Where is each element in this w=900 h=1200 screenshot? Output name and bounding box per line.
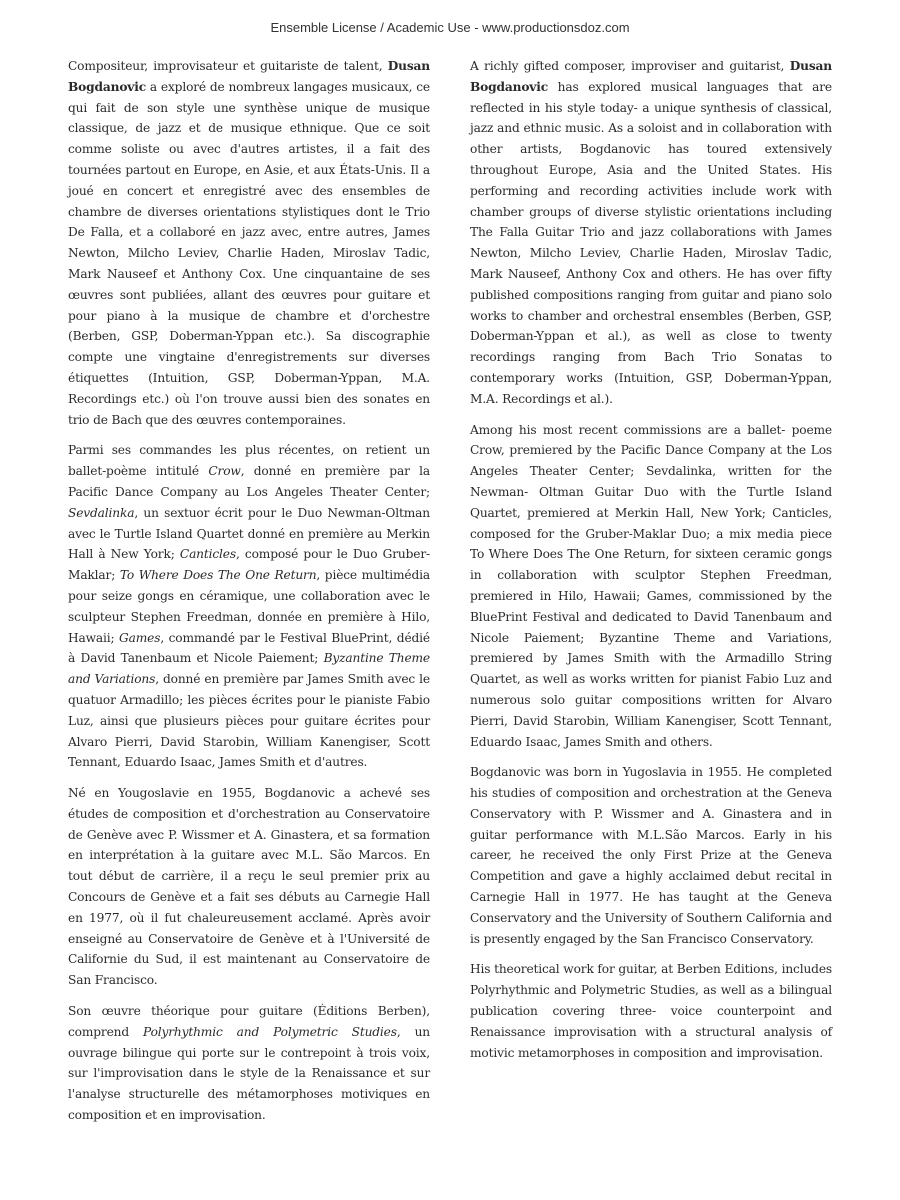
- composer-name: Dusan Bogdanovic: [470, 59, 832, 94]
- english-paragraph-commissions: Among his most recent commissions are a ballet- poeme Crow, premiered by the Pacific Dance Company at the Los Angeles Theater Center; Sevdalinka, written for the Newman- Oltman Guitar Duo with the Turtle Island Quartet, premiered at Merkin Hall, New York; Canticles, composed for the Gruber-Maklar Duo; a mix media piece To Where Does The One Return, for sixteen ceramic gongs in collaboration with sculptor Stephen Freedman, premiered in Hilo, Hawaii; Games, commissioned by the BluePrint Festival and dedicated to David Tanenbaum and Nicole Paiement; Byzantine Theme and Variations, premiered by James Smith with the Armadillo String Quartet, as well as works written for pianist Fabio Luz and numerous solo guitar compositions written for Alvaro Pierri, David Starobin, William Kanengiser, Scott Tennant, Eduardo Isaac, James Smith and others.: [470, 422, 832, 749]
- license-header: Ensemble License / Academic Use - www.productionsdoz.com: [270, 20, 630, 35]
- work-title: To Where Does The One Return: [119, 568, 317, 583]
- text-segment: , un sextuor écrit pour le Duo Newman-Oltman avec le Turtle Island Quartet donné en première au Merkin Hall à New York;: [68, 505, 430, 562]
- english-biography-column: [470, 56, 832, 1073]
- french-paragraph-education: Né en Yougoslavie en 1955, Bogdanovic a achevé ses études de composition et d'orchestration au Conservatoire de Genève avec P. Wissmer et A. Ginastera, et sa formation en interprétation à la guitare avec M.L. São Marcos. En tout début de carrière, il a reçu le seul premier prix au Concours de Genève et a fait ses débuts au Carnegie Hall en 1977, où il fut chaleureusement acclamé. Après avoir enseigné au Conservatoire de Genève et à l'Université de Californie du Sud, il est maintenant au Conservatoire de San Francisco.: [68, 786, 430, 988]
- work-title: Polyrhythmic and Polymetric Studies: [143, 1024, 397, 1039]
- french-paragraph-commissions: [68, 440, 430, 773]
- text-segment: Son œuvre théorique pour guitare (Éditions Berben), comprend: [68, 1004, 430, 1039]
- english-paragraph-education: Bogdanovic was born in Yugoslavia in 1955. He completed his studies of composition and orchestration at the Geneva Conservatory with P. Wissmer and A. Ginastera and in guitar performance with M.L.São Marcos. Early in his career, he received the only First Prize at the Geneva Competition and gave a highly acclaimed debut recital in Carnegie Hall in 1977. He has taught at the Geneva Conservatory and the University of Southern California and is presently engaged by the San Francisco Conservatory.: [470, 765, 832, 946]
- english-paragraph-intro: [470, 56, 832, 410]
- text-segment: a exploré de nombreux langages musicaux, ce qui fait de son style une synthèse unique de musique classique, de jazz et de musique ethnique. Que ce soit comme soliste ou avec d'autres artistes, il a fait des tournées partout en Europe, en Asie, et aux États-Unis. Il a joué en concert et enregistré avec des ensembles de chambre de diverses orientations stylistiques dont le Trio De Falla, et a collaboré en jazz avec, entre autres, James Newton, Milcho Leviev, Charlie Haden, Miroslav Tadic, Mark Nauseef et Anthony Cox. Une cinquantaine de ses œuvres sont publiées, allant des œuvres pour guitare et pour piano à la musique de chambre et d'orchestre (Berben, GSP, Doberman-Yppan etc.). Sa discographie compte une vingtaine d'enregistrements sur diverses étiquettes (Intuition, GSP, Doberman-Yppan, M.A. Recordings etc.) où l'on trouve aussi bien des sonates en trio de Bach que des œuvres contemporaines.: [68, 79, 430, 427]
- text-segment: Parmi ses commandes les plus récentes, on retient un ballet-poème intitulé: [68, 443, 430, 479]
- text-segment: , donné en première par James Smith avec le quatuor Armadillo; les pièces écrites pour le pianiste Fabio Luz, ainsi que plusieurs pièces pour guitare écrites pour Alvaro Pierri, David Starobin, William Kanengiser, Scott Tennant, Eduardo Isaac, James Smith et d'autres.: [68, 672, 430, 770]
- text-segment: , composé pour le Duo Gruber-Maklar;: [68, 547, 430, 583]
- text-segment: , pièce multimédia pour seize gongs en céramique, une collaboration avec le sculpteur Stephen Freedman, donnée en première à Hilo, Hawaii;: [68, 568, 430, 645]
- work-title: Canticles: [179, 547, 236, 562]
- text-segment: Compositeur, improvisateur et guitariste de talent,: [68, 59, 383, 73]
- text-segment: , commandé par le Festival BluePrint, dédié à David Tanenbaum et Nicole Paiement;: [68, 630, 430, 666]
- text-segment: , donné en première par la Pacific Dance Company au Los Angeles Theater Center;: [68, 464, 430, 499]
- french-paragraph-intro: [68, 56, 430, 430]
- composer-name: Dusan Bogdanovic: [68, 59, 430, 94]
- work-title: Games: [119, 630, 161, 645]
- french-biography-column: [68, 56, 430, 1136]
- english-paragraph-theory: His theoretical work for guitar, at Berben Editions, includes Polyrhythmic and Polymetric Studies, as well as a bilingual publication covering three- voice counterpoint and Renaissance improvisation with a structural analysis of motivic metamorphoses in composition and improvisation.: [470, 962, 832, 1060]
- work-title: Crow: [208, 464, 241, 479]
- work-title: Sevdalinka: [68, 505, 135, 520]
- text-segment: has explored musical languages that are reflected in his style today- a unique synthesis of classical, jazz and ethnic music. As a soloist and in collaboration with other artists, Bogdanovic has toured extensively throughout Europe, Asia and the United States. His performing and recording activities include work with chamber groups of diverse stylistic orientations including The Falla Guitar Trio and jazz collaborations with James Newton, Milcho Leviev, Charlie Haden, Miroslav Tadic, Mark Nauseef, Anthony Cox and others. He has over fifty published compositions ranging from guitar and piano solo works to chamber and orchestral ensembles (Berben, GSP, Doberman-Yppan et al.), as well as close to twenty recordings ranging from Bach Trio Sonatas to contemporary works (Intuition, GSP, Doberman-Yppan, M.A. Recordings et al.).: [470, 79, 832, 406]
- work-title: Byzantine Theme and Variations: [68, 651, 430, 687]
- text-segment: , un ouvrage bilingue qui porte sur le contrepoint à trois voix, sur l'improvisation dans le style de la Renaissance et sur l'analyse structurelle des métamorphoses motiviques en composition et en improvisation.: [68, 1024, 430, 1123]
- text-segment: A richly gifted composer, improviser and guitarist,: [470, 59, 785, 73]
- french-paragraph-theory: [68, 1001, 430, 1126]
